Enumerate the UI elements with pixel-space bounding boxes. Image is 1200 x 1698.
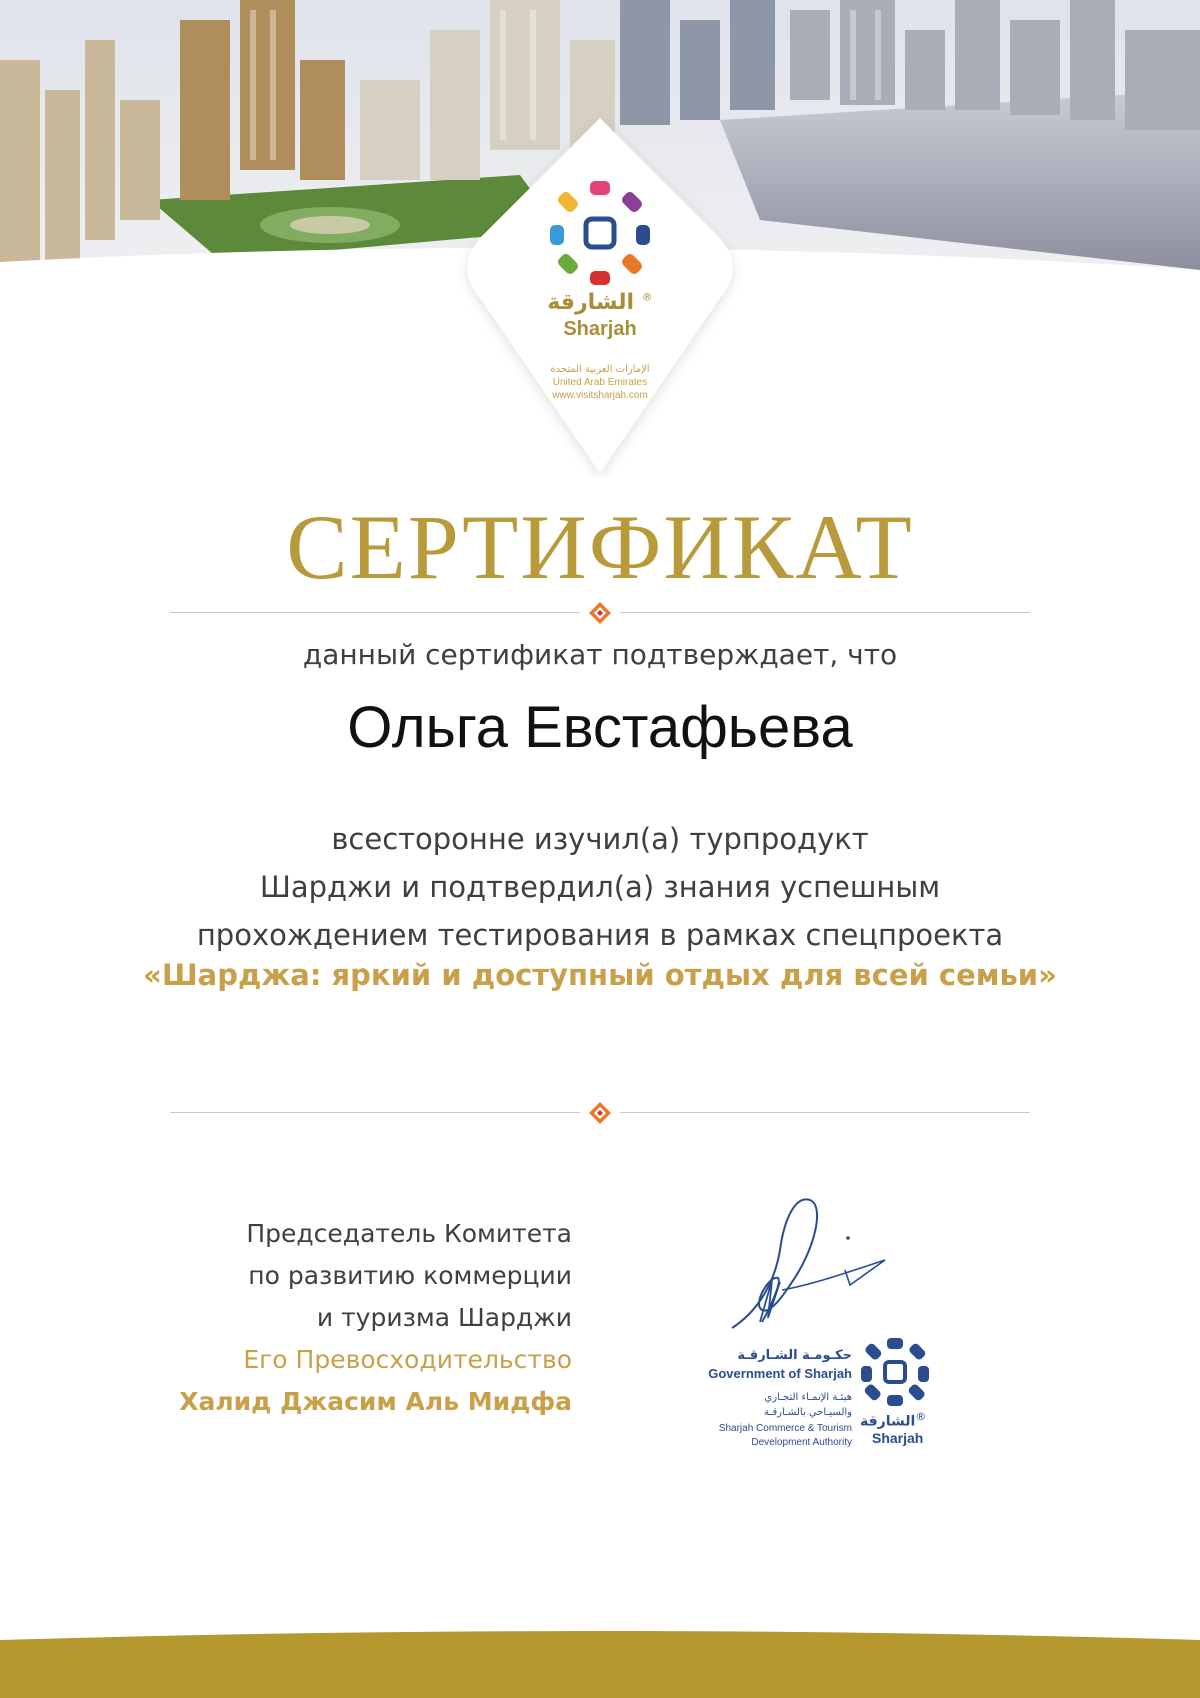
logo-country-arabic: الإمارات العربية المتحدة [550,364,650,375]
authority-brand-arabic: الشارقة® [860,1410,927,1430]
signatory-block [100,1213,572,1423]
logo-name-arabic: الشارقة ® [547,290,653,315]
body-line: Шарджи и подтвердил(а) знания успешным [259,870,941,904]
government-name-english: Government of Sharjah [708,1366,852,1381]
signatory-title-line: и туризма Шарджи [316,1303,572,1332]
footer-gold-band [0,1630,1200,1698]
authority-name-arabic [690,1390,852,1420]
recipient-name: Ольга Евстафьева [347,695,853,760]
authority-brand-english: Sharjah [872,1430,924,1446]
signatory-name: Халид Джасим Аль Мидфа [179,1387,572,1416]
certificate-intro: данный сертификат подтверждает, что [302,638,898,671]
diamond-ornament-icon [587,1100,613,1126]
project-name: «Шарджа: яркий и доступный отдых для всей семьи» [143,958,1057,992]
authority-ar-line: هيئـة الإنمـاء التجـاري [764,1392,852,1403]
handwritten-signature [720,1190,900,1340]
certificate-body [0,815,1200,959]
authority-en-line: Sharjah Commerce & Tourism [718,1423,852,1434]
authority-ar-line: والسيـاحي بالشـارقـة [764,1407,852,1418]
certificate-title: СЕРТИФИКАТ [286,496,914,598]
body-line: всесторонне изучил(а) турпродукт [331,822,869,856]
authority-name-english [690,1422,852,1450]
signatory-title-line: по развитию коммерции [248,1261,572,1290]
sharjah-logo-badge [455,118,745,478]
diamond-ornament-icon [587,600,613,626]
authority-en-line: Development Authority [751,1437,852,1448]
sharjah-blue-emblem-icon [860,1335,930,1410]
signatory-title-line: Председатель Комитета [246,1219,572,1248]
divider-bottom [170,1098,1030,1128]
signatory-honorific: Его Превосходительство [243,1345,572,1374]
logo-country-english: United Arab Emirates [552,377,648,388]
government-name-arabic: حكـومـة الشـارقـة [737,1348,852,1363]
logo-name-english: Sharjah [563,318,637,340]
logo-website-url: www.visitsharjah.com [552,390,648,401]
body-line: прохождением тестирования в рамках спецпроекта [196,918,1004,952]
divider-top [170,598,1030,628]
